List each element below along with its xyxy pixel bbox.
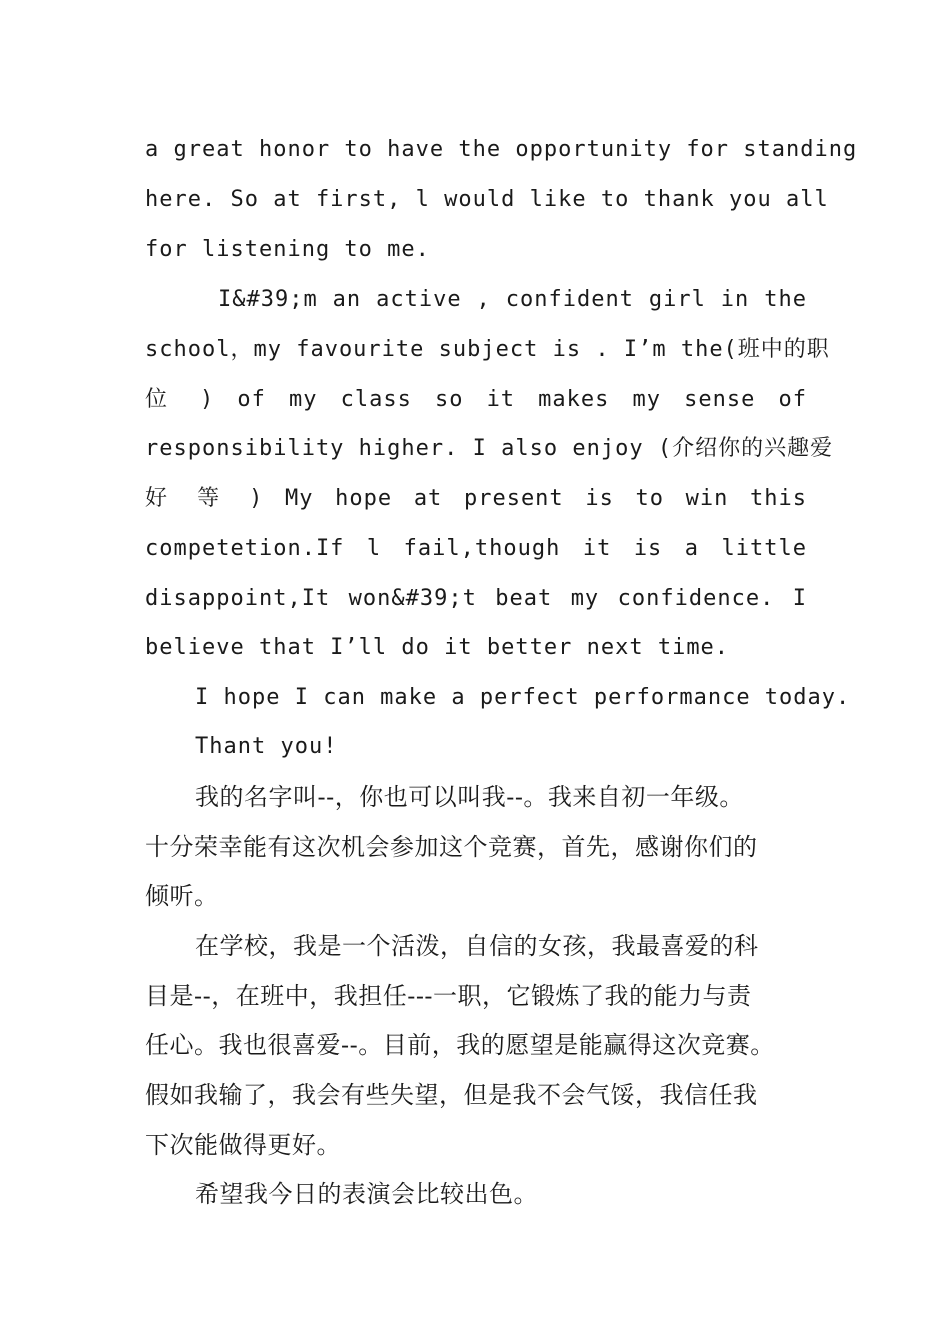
text-line: for listening to me.: [145, 237, 430, 262]
text-line: 倾听。: [145, 882, 219, 910]
text-line: Thant you!: [195, 734, 338, 759]
text-line: 希望我今日的表演会比较出色。: [195, 1180, 538, 1208]
text-line: 目是--，在班中，我担任---一职，它锻炼了我的能力与责: [145, 982, 752, 1010]
text-line: 我的名字叫--，你也可以叫我--。我来自初一年级。: [195, 783, 744, 811]
text-line: I&#39;m an active , confident girl in the: [218, 287, 807, 312]
text-line: I hope I can make a perfect performance today.: [195, 685, 851, 710]
text-line: 好 等 ) My hope at present is to win this: [145, 486, 807, 511]
text-line: competetion.If l fail,though it is a little: [145, 536, 807, 561]
text-line: school，my favourite subject is . I’m the(班中的职: [145, 337, 830, 362]
text-line: responsibility higher. I also enjoy (介绍你的兴趣爱: [145, 436, 834, 461]
text-line: a great honor to have the opportunity for standing: [145, 137, 858, 162]
text-line: 位 ) of my class so it makes my sense of: [145, 387, 807, 412]
text-line: 下次能做得更好。: [145, 1131, 341, 1159]
text-line: 假如我输了，我会有些失望，但是我不会气馁，我信任我: [145, 1081, 758, 1109]
text-line: here. So at first, l would like to thank you all: [145, 187, 829, 212]
text-line: 任心。我也很喜爱--。目前，我的愿望是能赢得这次竞赛。: [145, 1031, 775, 1059]
text-line: 十分荣幸能有这次机会参加这个竞赛，首先，感谢你们的: [145, 833, 758, 861]
text-line: 在学校，我是一个活泼，自信的女孩，我最喜爱的科: [195, 932, 759, 960]
text-line: disappoint,It won&#39;t beat my confidence. I: [145, 586, 807, 611]
text-line: believe that I’ll do it better next time.: [145, 635, 730, 660]
